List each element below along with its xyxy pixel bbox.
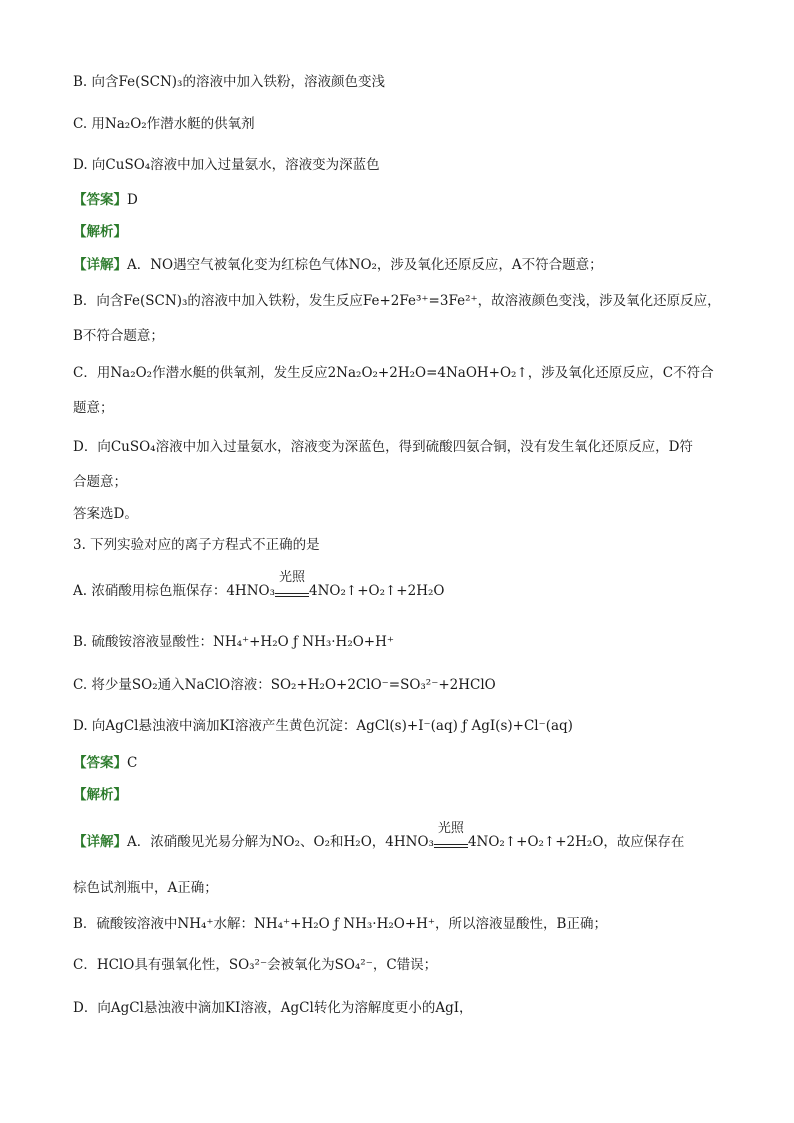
analysis-tag: 【解析】: [73, 224, 127, 240]
q3-a-suffix: 4NO₂↑+O₂↑+2H₂O: [309, 583, 445, 599]
question-3-option-d: D. 向AgCl悬浊液中滴加KI溶液产生黄色沉淀：AgCl(s)+I⁻(aq) ƒ AgI(s)+Cl⁻(aq): [73, 718, 573, 734]
detail-tag-2: 【详解】: [73, 834, 127, 850]
detail2-a-suffix: 4NO₂↑+O₂↑+2H₂O，故应保存在: [467, 834, 685, 850]
detail-d-line1: D．向CuSO₄溶液中加入过量氨水，溶液变为深蓝色，得到硫酸四氨合铜，没有发生氧化还原反应，D符: [73, 439, 693, 455]
answer-tag-2: 【答案】: [73, 755, 127, 771]
condition-label-2: 光照: [437, 821, 464, 836]
analysis-tag-2: 【解析】: [73, 787, 127, 803]
answer-selection: 答案选D。: [73, 506, 138, 522]
question-3-option-a: [73, 570, 445, 603]
answer-row-2: [73, 753, 137, 773]
detail-tag: 【详解】: [73, 257, 127, 273]
option-b: B. 向含Fe(SCN)₃的溶液中加入铁粉，溶液颜色变浅: [73, 74, 385, 90]
detail2-b: B．硫酸铵溶液中NH₄⁺水解：NH₄⁺+H₂O ƒ NH₃·H₂O+H⁺，所以溶液显酸性，B正确；: [73, 916, 607, 932]
question-3-option-c: C. 将少量SO₂通入NaClO溶液：SO₂+H₂O+2ClO⁻=SO₃²⁻+2HClO: [73, 677, 496, 693]
detail-b-line2: B不符合题意；: [73, 328, 164, 344]
option-c: C. 用Na₂O₂作潜水艇的供氧剂: [73, 116, 255, 132]
detail2-c: C．HClO具有强氧化性，SO₃²⁻会被氧化为SO₄²⁻，C错误；: [73, 957, 438, 973]
detail2-d: D．向AgCl悬浊液中滴加KI溶液，AgCl转化为溶解度更小的AgI，: [73, 1000, 473, 1016]
detail-a-text: A．NO遇空气被氧化变为红棕色气体NO₂，涉及氧化还原反应，A不符合题意；: [127, 257, 603, 273]
reaction-arrow-light-2: [434, 821, 468, 854]
detail-b-line1: B．向含Fe(SCN)₃的溶液中加入铁粉，发生反应Fe+2Fe³⁺=3Fe²⁺，故溶液颜色变浅，涉及氧化还原反应，: [73, 293, 721, 309]
detail2-a-prefix: A．浓硝酸见光易分解为NO₂、O₂和H₂O，4HNO₃: [127, 834, 434, 850]
answer-tag: 【答案】: [73, 192, 127, 208]
detail-d-line2: 合题意；: [73, 474, 127, 490]
answer-row-1: [73, 190, 138, 210]
detail-a: [73, 255, 603, 275]
question-3-stem: 3. 下列实验对应的离子方程式不正确的是: [73, 537, 320, 553]
reaction-arrow-light: [275, 570, 309, 603]
q3-a-prefix: A. 浓硝酸用棕色瓶保存：4HNO₃: [73, 583, 275, 599]
detail-c-line2: 题意；: [73, 400, 114, 416]
detail2-a-line1: [73, 821, 685, 854]
option-d: D. 向CuSO₄溶液中加入过量氨水，溶液变为深蓝色: [73, 157, 380, 173]
condition-label: 光照: [278, 570, 305, 585]
answer-value-2: C: [127, 755, 138, 771]
question-3-option-b: B. 硫酸铵溶液显酸性：NH₄⁺+H₂O ƒ NH₃·H₂O+H⁺: [73, 634, 395, 650]
detail2-a-line2: 棕色试剂瓶中，A正确；: [73, 880, 218, 896]
detail-c-line1: C．用Na₂O₂作潜水艇的供氧剂，发生反应2Na₂O₂+2H₂O=4NaOH+O₂↑，涉及氧化还原反应，C不符合: [73, 365, 714, 381]
answer-value: D: [127, 192, 138, 208]
